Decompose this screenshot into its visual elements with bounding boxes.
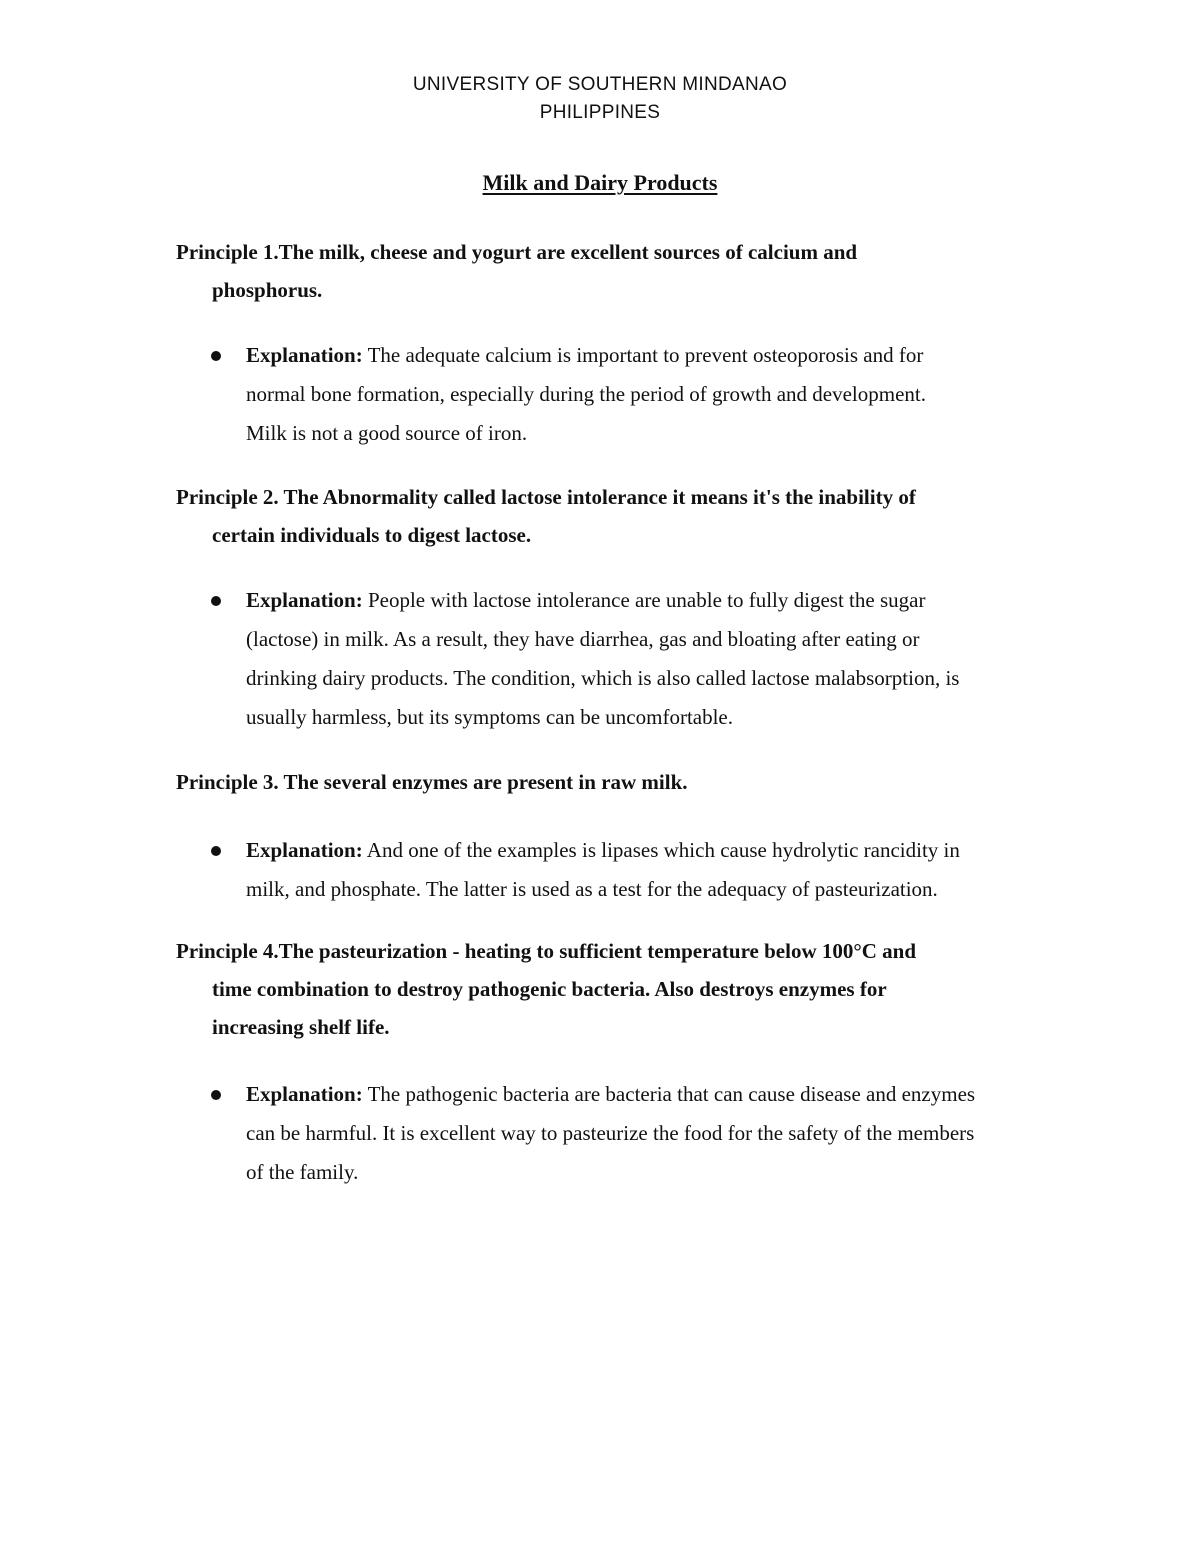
explanation-text: (lactose) in milk. As a result, they have diarrhea, gas and bloating after eating or (246, 627, 920, 651)
principle-2-heading (176, 478, 1056, 554)
explanation-text: Milk is not a good source of iron. (246, 421, 528, 445)
explanation-text: drinking dairy products. The condition, which is also called lactose malabsorption, is (246, 666, 960, 690)
principle-4-line-3: increasing shelf life. (212, 1015, 390, 1039)
explanation-label: Explanation: (246, 838, 363, 862)
explanation-text: The pathogenic bacteria are bacteria that can cause disease and enzymes (362, 1082, 976, 1106)
principle-4-heading (176, 932, 1056, 1046)
principle-3-line-1: Principle 3. The several enzymes are present in raw milk. (176, 770, 688, 794)
bullet-icon (211, 596, 221, 606)
country-name: PHILIPPINES (539, 102, 661, 123)
principle-2-line-2: certain individuals to digest lactose. (212, 523, 532, 547)
principle-4-line-2: time combination to destroy pathogenic bacteria. Also destroys enzymes for (212, 977, 887, 1001)
principle-4-explanation (246, 1075, 1076, 1192)
principle-2-line-1: Principle 2. The Abnormality called lactose intolerance it means it's the inability of (176, 485, 916, 509)
document-title: Milk and Dairy Products (482, 170, 718, 195)
explanation-text: usually harmless, but its symptoms can be uncomfortable. (246, 705, 733, 729)
principle-2-explanation (246, 581, 1076, 737)
explanation-label: Explanation: (246, 588, 363, 612)
explanation-text: People with lactose intolerance are unable to fully digest the sugar (362, 588, 926, 612)
principle-1-explanation (246, 336, 1076, 453)
university-name: UNIVERSITY OF SOUTHERN MINDANAO (412, 74, 788, 95)
principle-3-explanation (246, 831, 1076, 909)
bullet-icon (211, 846, 221, 856)
bullet-icon (211, 351, 221, 361)
explanation-text: of the family. (246, 1160, 359, 1184)
explanation-label: Explanation: (246, 343, 363, 367)
explanation-text: The adequate calcium is important to prevent osteoporosis and for (362, 343, 924, 367)
principle-1-line-2: phosphorus. (212, 278, 323, 302)
explanation-text: can be harmful. It is excellent way to pasteurize the food for the safety of the members (246, 1121, 975, 1145)
explanation-text: normal bone formation, especially during the period of growth and development. (246, 382, 926, 406)
explanation-text: And one of the examples is lipases which cause hydrolytic rancidity in (362, 838, 960, 862)
explanation-text: milk, and phosphate. The latter is used as a test for the adequacy of pasteurization. (246, 877, 938, 901)
principle-3-heading (176, 763, 1056, 801)
principle-1-heading (176, 233, 1056, 309)
principle-4-line-1: Principle 4.The pasteurization - heating to sufficient temperature below 100°C and (176, 939, 917, 963)
bullet-icon (211, 1090, 221, 1100)
principle-1-line-1: Principle 1.The milk, cheese and yogurt are excellent sources of calcium and (176, 240, 858, 264)
explanation-label: Explanation: (246, 1082, 363, 1106)
